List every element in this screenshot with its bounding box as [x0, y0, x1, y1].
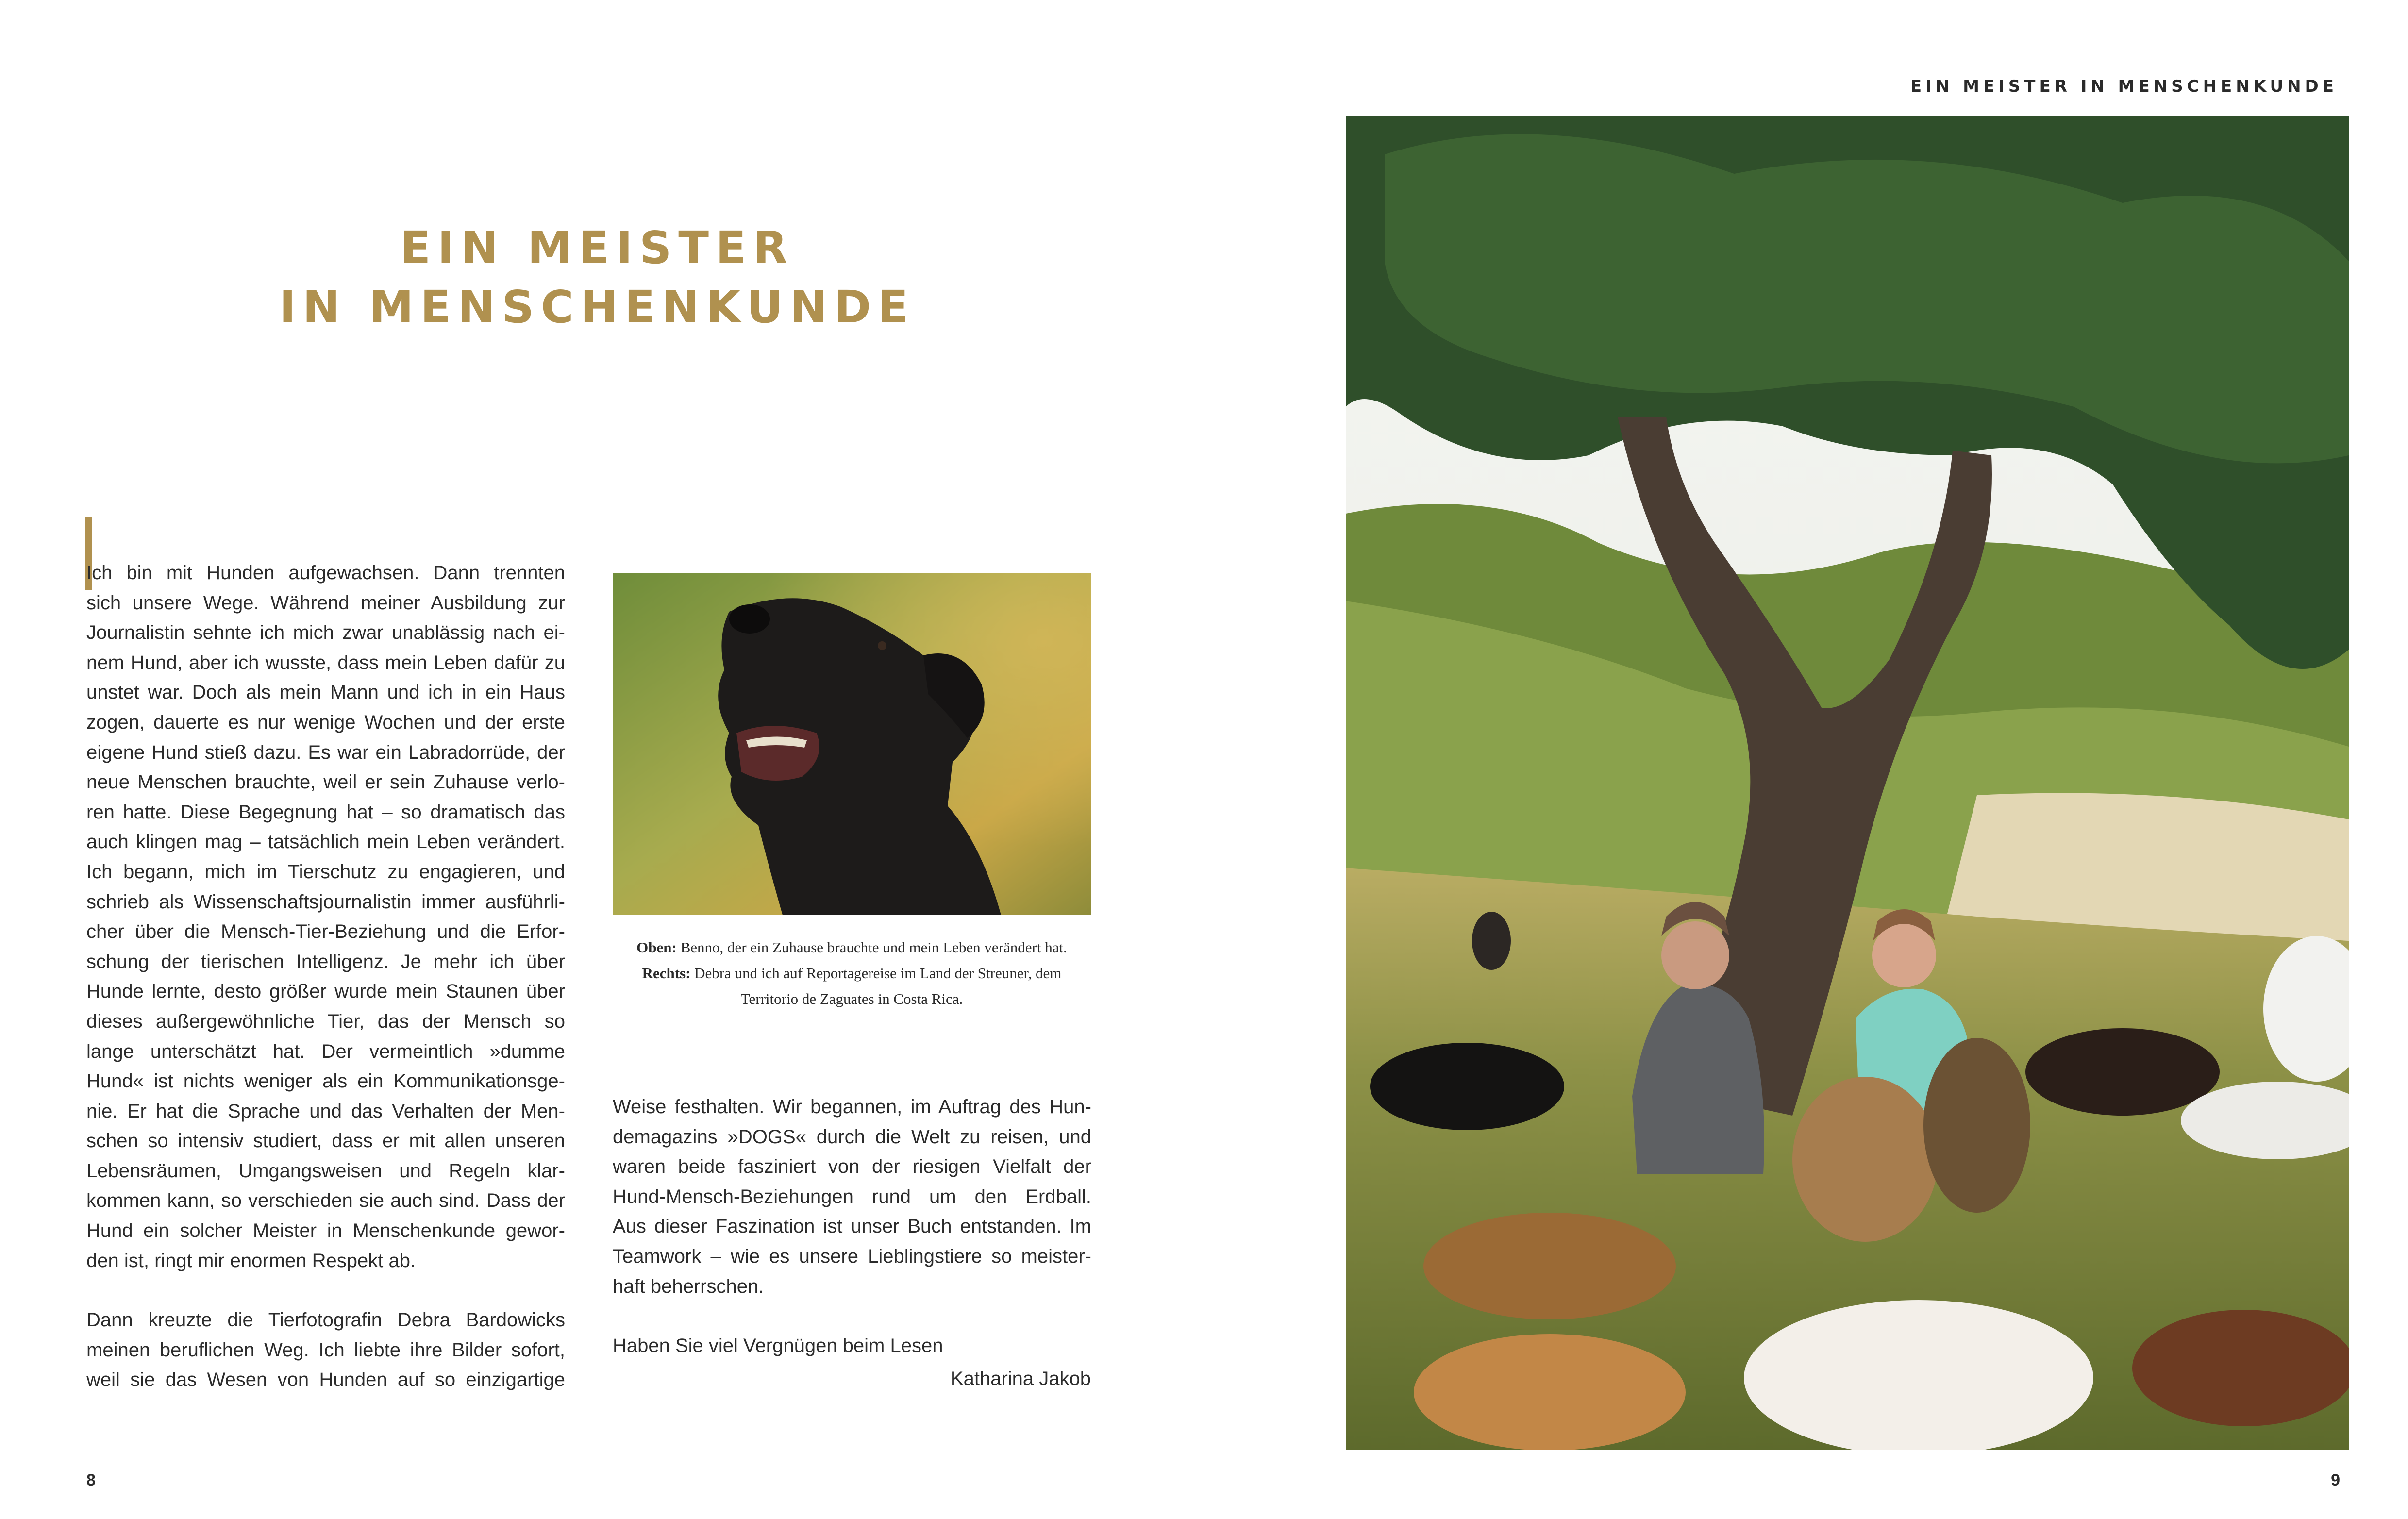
caption-label-right: Rechts:	[642, 965, 691, 982]
text-line: Teamwork – wie es unsere Lieblingstiere so meister-	[613, 1245, 1091, 1267]
text-line: Ich bin mit Hunden aufgewachsen. Dann trennten	[86, 562, 565, 584]
text-line: Dann kreuzte die Tierfotografin Debra Bardowicks	[86, 1309, 565, 1331]
dogs-under-tree-photo	[1346, 116, 2349, 1450]
closing-line: Haben Sie viel Vergnügen beim Lesen	[613, 1335, 943, 1357]
paragraph-intro	[86, 558, 565, 1276]
text-line: eigene Hund stieß dazu. Es war ein Labradorrüde, der	[86, 741, 565, 763]
text-line: neue Menschen brauchte, weil er sein Zuhause verlo-	[86, 771, 565, 793]
text-line: dieses außergewöhnliche Tier, das der Mensch so	[86, 1010, 565, 1032]
text-line: Journalistin sehnte ich mich zwar unablässig nach ei-	[86, 622, 565, 644]
text-line: Lebensräumen, Umgangsweisen und Regeln klar-	[86, 1160, 565, 1182]
page-number-right: 9	[2331, 1471, 2340, 1489]
text-line: ren hatte. Diese Begegnung hat – so dramatisch das	[86, 801, 565, 823]
text-line: demagazins »DOGS« durch die Welt zu reisen, und	[613, 1126, 1091, 1148]
photo-caption	[613, 935, 1091, 1012]
text-line: Hund ein solcher Meister in Menschenkunde gewor-	[86, 1220, 565, 1242]
text-line: lange unterschätzt hat. Der vermeintlich »dumme	[86, 1040, 565, 1062]
text-line: haft beherrschen.	[613, 1275, 764, 1297]
text-line: auch klingen mag – tatsächlich mein Leben verändert.	[86, 831, 565, 853]
text-line: Aus dieser Faszination ist unser Buch entstanden. Im	[613, 1216, 1091, 1237]
caption-label-top: Oben:	[636, 939, 677, 956]
chapter-title-line-2: IN MENSCHENKUNDE	[279, 281, 915, 333]
page-number-left: 8	[86, 1471, 96, 1489]
caption-text-right: Debra und ich auf Reportagereise im Land der Streuner, dem Territorio de Zaguates in Costa Rica.	[690, 965, 1062, 1007]
text-line: weil sie das Wesen von Hunden auf so einzigartige	[86, 1369, 565, 1391]
author-signature: Katharina Jakob	[950, 1368, 1091, 1389]
body-column-1	[86, 558, 565, 1395]
text-line: schen so intensiv studiert, dass er mit allen unseren	[86, 1130, 565, 1152]
text-line: Ich begann, mich im Tierschutz zu engagieren, und	[86, 861, 565, 883]
paragraph-photographer	[86, 1305, 565, 1395]
running-head: EIN MEISTER IN MENSCHENKUNDE	[1910, 77, 2338, 96]
text-line: waren beide fasziniert von der riesigen Vielfalt der	[613, 1156, 1091, 1178]
text-line: schrieb als Wissenschaftsjournalistin immer ausführli-	[86, 891, 565, 913]
chapter-title	[272, 218, 922, 337]
text-line: meinen beruflichen Weg. Ich liebte ihre Bilder sofort,	[86, 1339, 565, 1361]
text-line: kommen kann, so verschieden sie auch sind. Dass der	[86, 1190, 565, 1212]
caption-text-top: Benno, der ein Zuhause brauchte und mein Leben verändert hat.	[676, 939, 1067, 956]
text-line: zogen, dauerte es nur wenige Wochen und der erste	[86, 711, 565, 733]
text-line: nem Hund, aber ich wusste, dass mein Leben dafür zu	[86, 651, 565, 673]
text-line: den ist, ringt mir enormen Respekt ab.	[86, 1250, 416, 1271]
text-line: Hund« ist nichts weniger als ein Kommunikationsge-	[86, 1070, 565, 1092]
text-line: sich unsere Wege. Während meiner Ausbildung zur	[86, 592, 565, 614]
paragraph-travel	[613, 1092, 1091, 1302]
text-line: nie. Er hat die Sprache und das Verhalten der Men-	[86, 1100, 565, 1122]
text-line: schung der tierischen Intelligenz. Je mehr ich über	[86, 951, 565, 972]
body-column-2	[613, 1092, 1091, 1361]
text-line: cher über die Mensch-Tier-Beziehung und die Erfor-	[86, 921, 565, 943]
text-line: Hunde lernte, desto größer wurde mein Staunen über	[86, 981, 565, 1002]
chapter-title-line-1: EIN MEISTER	[400, 222, 794, 274]
dog-portrait-photo	[613, 573, 1091, 915]
text-line: Weise festhalten. Wir begannen, im Auftrag des Hun-	[613, 1096, 1091, 1118]
text-line: unstet war. Doch als mein Mann und ich in ein Haus	[86, 682, 565, 703]
text-line: Hund-Mensch-Beziehungen rund um den Erdball.	[613, 1185, 1091, 1207]
